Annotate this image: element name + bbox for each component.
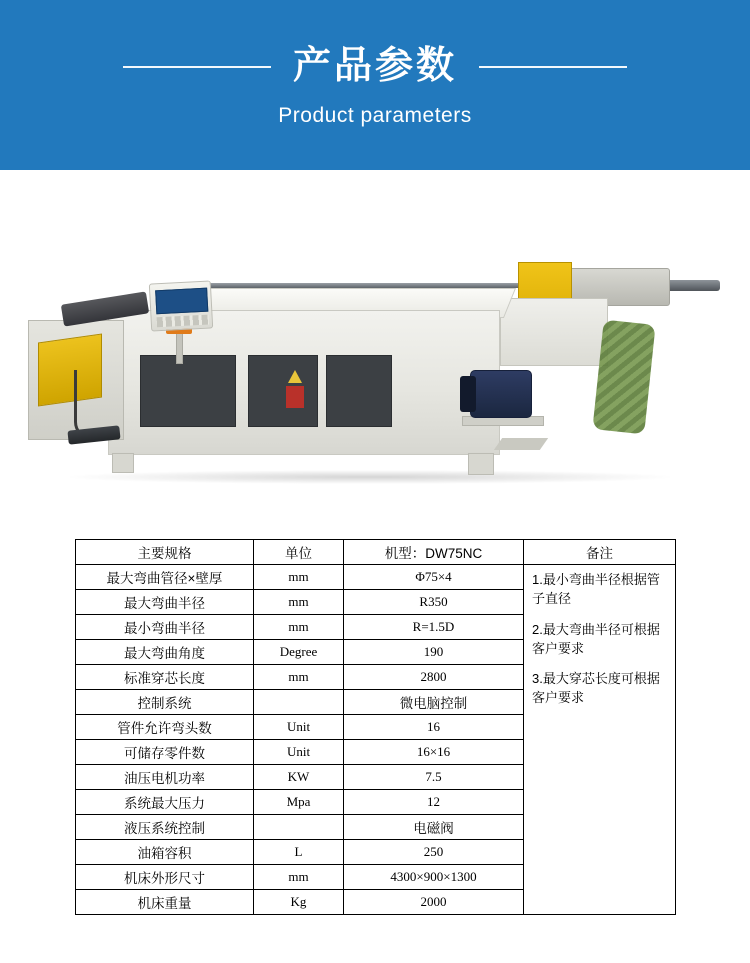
row-unit: KW bbox=[254, 765, 344, 790]
machine-leg-right bbox=[468, 453, 494, 475]
header-unit: 单位 bbox=[254, 540, 344, 565]
header-value: 机型：DW75NC bbox=[344, 540, 524, 565]
hmi-screen bbox=[155, 288, 208, 315]
row-unit: mm bbox=[254, 590, 344, 615]
row-value: 190 bbox=[344, 640, 524, 665]
row-unit: mm bbox=[254, 615, 344, 640]
row-unit: mm bbox=[254, 665, 344, 690]
row-unit: Unit bbox=[254, 715, 344, 740]
banner-rule-right bbox=[479, 66, 627, 68]
remark-item-1: 1.最小弯曲半径根据管子直径 bbox=[532, 572, 660, 606]
row-value: R=1.5D bbox=[344, 615, 524, 640]
row-value: 16×16 bbox=[344, 740, 524, 765]
row-label: 最大弯曲半径 bbox=[76, 590, 254, 615]
row-unit bbox=[254, 815, 344, 840]
row-label: 可储存零件数 bbox=[76, 740, 254, 765]
header-name: 主要规格 bbox=[76, 540, 254, 565]
remark-item-3: 3.最大穿芯长度可根据客户要求 bbox=[532, 671, 660, 706]
row-value: 电磁阀 bbox=[344, 815, 524, 840]
row-label: 最小弯曲半径 bbox=[76, 615, 254, 640]
row-label: 油箱容积 bbox=[76, 840, 254, 865]
row-label: 机床外形尺寸 bbox=[76, 865, 254, 890]
specification-table bbox=[75, 539, 676, 915]
row-unit: mm bbox=[254, 865, 344, 890]
access-panel-right bbox=[326, 355, 392, 427]
row-value: 16 bbox=[344, 715, 524, 740]
hmi-control-panel bbox=[149, 280, 213, 331]
row-value: 微电脑控制 bbox=[344, 690, 524, 715]
header-remark: 备注 bbox=[524, 540, 676, 565]
row-label: 控制系统 bbox=[76, 690, 254, 715]
machine-leg-left bbox=[112, 453, 134, 473]
row-value: 2000 bbox=[344, 890, 524, 915]
tailstock-housing bbox=[500, 298, 608, 366]
access-panel-middle bbox=[248, 355, 318, 427]
row-unit: mm bbox=[254, 565, 344, 590]
row-label: 油压电机功率 bbox=[76, 765, 254, 790]
machine-illustration bbox=[0, 170, 750, 525]
banner-title-row bbox=[0, 46, 750, 88]
page-header-banner bbox=[0, 0, 750, 170]
row-value: 2800 bbox=[344, 665, 524, 690]
row-value: 7.5 bbox=[344, 765, 524, 790]
product-photo bbox=[0, 170, 750, 525]
remarks-block bbox=[532, 571, 669, 708]
hydraulic-hose-bundle bbox=[592, 320, 655, 435]
banner-rule-left bbox=[123, 66, 271, 68]
electric-motor bbox=[470, 370, 532, 418]
row-unit: Degree bbox=[254, 640, 344, 665]
row-label: 最大弯曲管径×壁厚 bbox=[76, 565, 254, 590]
machine-foot-plate bbox=[494, 438, 548, 450]
row-value: 250 bbox=[344, 840, 524, 865]
motor-fan-cover bbox=[460, 376, 476, 412]
row-value: Φ75×4 bbox=[344, 565, 524, 590]
row-value: R350 bbox=[344, 590, 524, 615]
table-header-row bbox=[76, 540, 676, 565]
spec-table-container bbox=[0, 525, 750, 915]
hmi-keypad bbox=[157, 315, 209, 328]
row-unit: L bbox=[254, 840, 344, 865]
row-label: 最大弯曲角度 bbox=[76, 640, 254, 665]
page-title: 产品参数 bbox=[292, 45, 457, 88]
row-unit: Unit bbox=[254, 740, 344, 765]
row-unit: Mpa bbox=[254, 790, 344, 815]
row-label: 机床重量 bbox=[76, 890, 254, 915]
row-unit bbox=[254, 690, 344, 715]
row-label: 标准穿芯长度 bbox=[76, 665, 254, 690]
table-row bbox=[76, 565, 676, 590]
row-unit: Kg bbox=[254, 890, 344, 915]
row-label: 系统最大压力 bbox=[76, 790, 254, 815]
floor-shadow bbox=[70, 470, 670, 484]
remark-item-2: 2.最大弯曲半径可根据客户要求 bbox=[532, 621, 660, 656]
remarks-cell bbox=[524, 565, 676, 915]
red-warning-sticker bbox=[286, 386, 304, 408]
page-subtitle: Product parameters bbox=[278, 103, 472, 127]
row-value: 4300×900×1300 bbox=[344, 865, 524, 890]
row-label: 管件允许弯头数 bbox=[76, 715, 254, 740]
row-value: 12 bbox=[344, 790, 524, 815]
row-label: 液压系统控制 bbox=[76, 815, 254, 840]
access-panel-left bbox=[140, 355, 236, 427]
